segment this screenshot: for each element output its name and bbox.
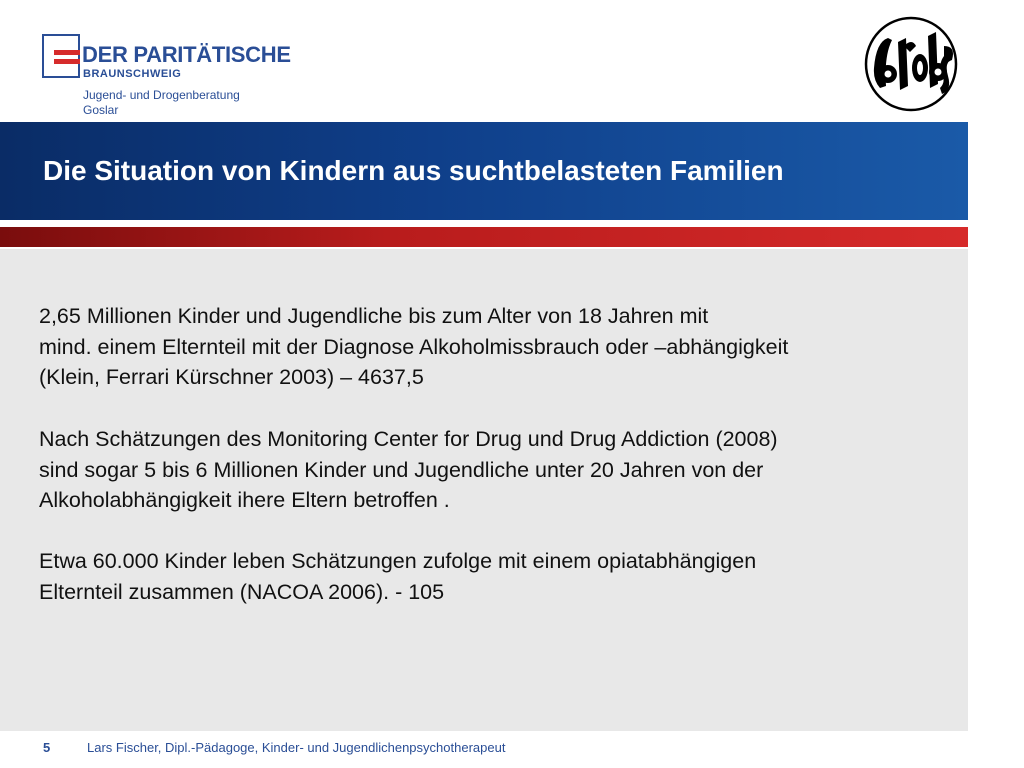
logo-city: BRAUNSCHWEIG: [83, 68, 182, 80]
accent-stripe: [0, 227, 968, 247]
paragraph-line: sind sogar 5 bis 6 Millionen Kinder und Jugendliche unter 20 Jahren von der: [39, 457, 764, 482]
paritaetische-logo-icon: [42, 34, 80, 78]
paragraph-line: mind. einem Elternteil mit der Diagnose Alkoholmissbrauch oder –abhängigkeit: [39, 334, 789, 359]
paragraph-line: Alkoholabhängigkeit ihere Eltern betroffen .: [39, 488, 450, 512]
paragraph-line: 2,65 Millionen Kinder und Jugendliche bis zum Alter von 18 Jahren mit: [39, 304, 709, 328]
org-location: Goslar: [83, 103, 119, 117]
slide-title: Die Situation von Kindern aus suchtbelasteten Familien: [43, 155, 784, 186]
org-name: Jugend- und Drogenberatung: [83, 88, 240, 102]
paragraph-2: [39, 424, 949, 516]
paragraph-line: (Klein, Ferrari Kürschner 2003) – 4637,5: [39, 365, 424, 389]
footer-author: Lars Fischer, Dipl.-Pädagoge, Kinder- und Jugendlichenpsychotherapeut: [87, 740, 506, 755]
drobs-logo-icon: [864, 16, 958, 112]
paragraph-3: [39, 546, 949, 607]
logo-name: DER PARITÄTISCHE: [82, 42, 291, 67]
paragraph-line: Elternteil zusammen (NACOA 2006). - 105: [39, 579, 445, 604]
page-number: 5: [43, 740, 51, 755]
paragraph-line: Etwa 60.000 Kinder leben Schätzungen zufolge mit einem opiatabhängigen: [39, 549, 757, 573]
paragraph-1: [39, 301, 949, 393]
paragraph-line: Nach Schätzungen des Monitoring Center for Drug und Drug Addiction (2008): [39, 427, 778, 451]
